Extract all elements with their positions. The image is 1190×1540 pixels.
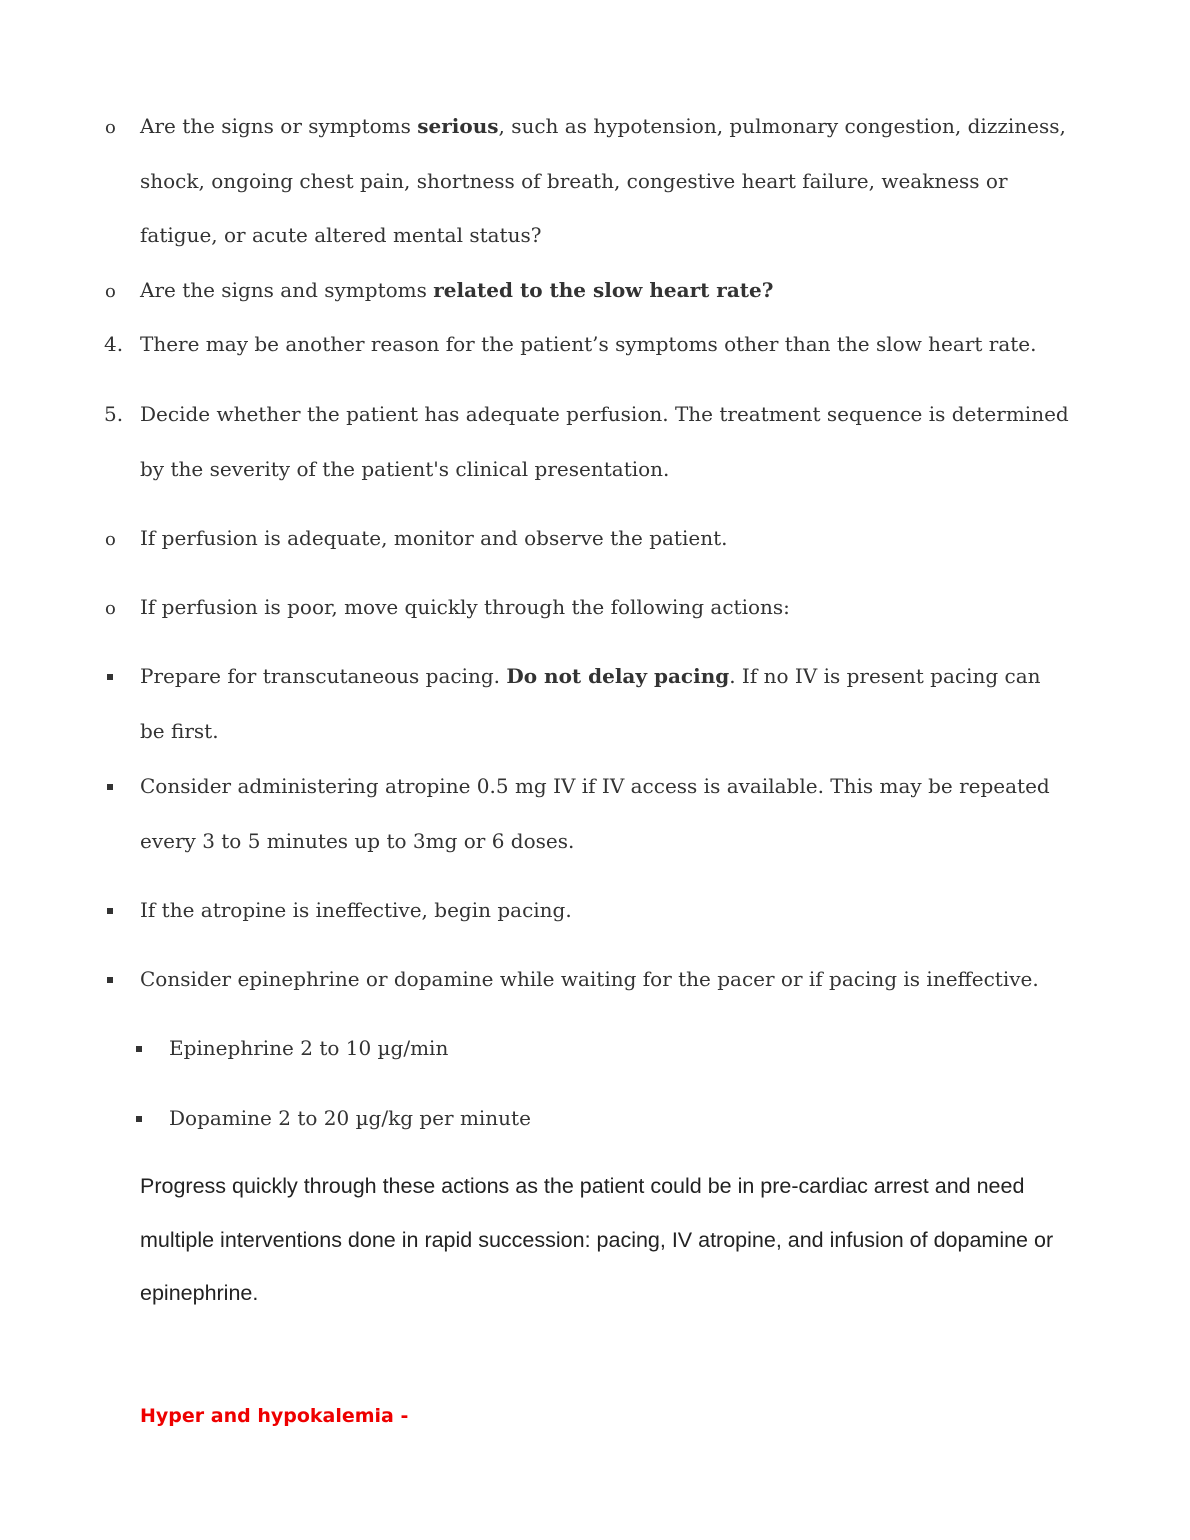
square-bullet: [107, 784, 113, 790]
list-item-text: Consider administering atropine 0.5 mg IV if IV access is available. This may be repeated every 3 to 5 minutes up to 3mg or 6 doses.: [140, 774, 1050, 853]
list-item-text: If perfusion is poor, move quickly through the following actions:: [140, 595, 790, 619]
square-bullet: [107, 908, 113, 914]
list-item-text: If perfusion is adequate, monitor and observe the patient.: [140, 526, 728, 550]
square-bullet: [107, 674, 113, 680]
circle-bullet: o: [105, 281, 116, 302]
list-item-text: If the atropine is ineffective, begin pacing.: [140, 898, 572, 922]
list-item-text: Decide whether the patient has adequate perfusion. The treatment sequence is determined by the severity of the patient's clinical presentation.: [140, 402, 1069, 481]
list-item-text: Consider epinephrine or dopamine while waiting for the pacer or if pacing is ineffective.: [140, 967, 1039, 991]
list-item-text: Prepare for transcutaneous pacing. Do not delay pacing. If no IV is present pacing can be first.: [140, 664, 1041, 743]
list-item-text: Dopamine 2 to 20 µg/kg per minute: [169, 1106, 531, 1130]
list-item-text: Epinephrine 2 to 10 µg/min: [169, 1036, 449, 1060]
list-number: 4.: [104, 332, 124, 356]
square-bullet: [107, 977, 113, 983]
list-item-text: Are the signs and symptoms related to the slow heart rate?: [140, 278, 774, 302]
square-bullet: [136, 1116, 142, 1122]
list-item-text: Are the signs or symptoms serious, such as hypotension, pulmonary congestion, dizziness, shock, ongoing chest pain, shortness of breath, congestive heart failure, weakness or fatigue, or acute altered mental status?: [140, 114, 1066, 247]
list-number: 5.: [104, 402, 124, 426]
list-item-text: There may be another reason for the patient’s symptoms other than the slow heart rate.: [140, 332, 1037, 356]
square-bullet: [136, 1046, 142, 1052]
circle-bullet: o: [105, 598, 116, 619]
circle-bullet: o: [105, 117, 116, 138]
circle-bullet: o: [105, 529, 116, 550]
summary-paragraph: Progress quickly through these actions as the patient could be in pre-cardiac arrest and need multiple interventions done in rapid succession: pacing, IV atropine, and infusion of dopamine or epinephrine.: [140, 1174, 1054, 1305]
section-heading: Hyper and hypokalemia -: [140, 1405, 409, 1427]
